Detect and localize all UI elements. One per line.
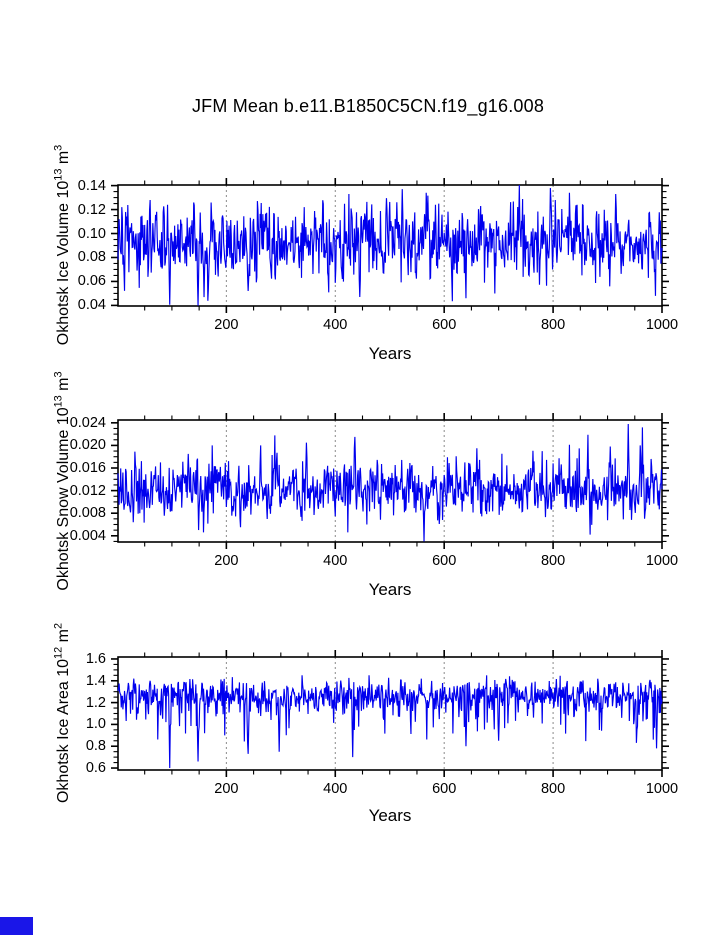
- panel-okhotsk-snow-volume: [111, 413, 669, 549]
- ylabel-text: Okhotsk Snow Volume 10: [55, 407, 72, 591]
- ylabel-unit-exponent: 3: [52, 371, 65, 378]
- panel-okhotsk-ice-area: [111, 650, 669, 777]
- y-tick-label: 0.016: [69, 460, 106, 476]
- ylabel-exponent: 13: [52, 395, 65, 408]
- ylabel-unit-exponent: 3: [52, 144, 65, 151]
- y-tick-label: 0.020: [69, 437, 106, 454]
- y-tick-label: 1.4: [85, 672, 106, 689]
- x-tick-label: 600: [432, 781, 457, 797]
- ylabel-unit: m: [55, 629, 72, 647]
- x-tick-label: 1000: [645, 317, 679, 333]
- x-tick-label: 200: [214, 781, 239, 797]
- ylabel-exponent: 12: [52, 646, 65, 659]
- x-tick-label: 1000: [645, 781, 679, 797]
- ylabel-text: Okhotsk Ice Volume 10: [55, 180, 72, 346]
- x-tick-label: 800: [540, 781, 566, 797]
- x-tick-label: 400: [323, 781, 348, 797]
- xlabel-years-panel2: Years: [368, 580, 412, 599]
- xlabel-years-panel1: Years: [368, 344, 412, 363]
- x-tick-label: 800: [540, 553, 566, 569]
- x-tick-label: 1000: [645, 553, 679, 569]
- data-line-okhotsk-ice-area: [118, 675, 662, 768]
- ylabel-unit-exponent: 2: [52, 622, 65, 630]
- y-tick-label: 0.012: [69, 482, 106, 499]
- x-tick-label: 200: [214, 553, 239, 569]
- ylabel-unit: m: [55, 150, 72, 169]
- y-tick-label: 1.0: [85, 716, 106, 733]
- ylabel-ice-area: [54, 563, 74, 863]
- y-tick-label: 0.06: [77, 273, 106, 290]
- y-tick-label: 0.04: [77, 297, 106, 314]
- data-line-okhotsk-snow-volume: [118, 424, 662, 541]
- data-line-okhotsk-ice-volume: [118, 185, 662, 306]
- x-tick-label: 400: [323, 553, 348, 569]
- x-tick-label: 600: [432, 317, 457, 333]
- xlabel-years-panel3: Years: [368, 806, 412, 825]
- y-tick-label: 0.08: [77, 249, 106, 266]
- x-tick-label: 400: [323, 317, 348, 333]
- y-tick-label: 0.6: [85, 760, 106, 777]
- y-tick-label: 0.14: [77, 177, 106, 194]
- x-tick-label: 200: [214, 317, 239, 333]
- y-tick-label: 1.6: [85, 650, 106, 667]
- y-tick-label: 0.008: [69, 505, 106, 522]
- y-tick-label: 0.8: [85, 738, 106, 755]
- y-tick-label: 0.024: [69, 414, 106, 431]
- panel-okhotsk-ice-volume: [111, 178, 669, 313]
- ylabel-text: Okhotsk Ice Area 10: [55, 658, 72, 804]
- chart-title: JFM Mean b.e11.B1850C5CN.f19_g16.008: [191, 96, 545, 116]
- x-tick-label: 800: [540, 317, 566, 333]
- corner-mark: [0, 917, 33, 935]
- y-tick-label: 0.12: [77, 201, 106, 218]
- y-tick-label: 0.10: [77, 225, 106, 242]
- y-tick-label: 0.004: [69, 527, 106, 544]
- y-tick-label: 1.2: [85, 694, 106, 711]
- x-tick-label: 600: [432, 553, 457, 569]
- ylabel-unit: m: [55, 377, 72, 396]
- ylabel-exponent: 13: [52, 168, 65, 181]
